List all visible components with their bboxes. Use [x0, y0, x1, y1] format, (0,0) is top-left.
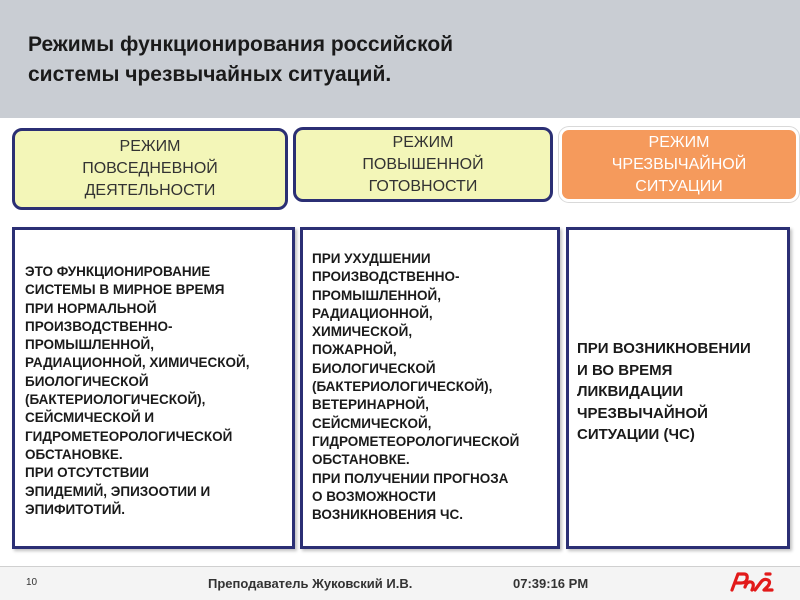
mode-label-line: ГОТОВНОСТИ [368, 177, 478, 195]
description-line: ОБСТАНОВКЕ. [25, 446, 123, 462]
description-line: ПРОМЫШЛЕННОЙ, [312, 287, 441, 303]
description-line: ЭТО ФУНКЦИОНИРОВАНИЕ [25, 264, 211, 279]
description-line: И ВО ВРЕМЯ [577, 361, 673, 379]
mode-label-line: РЕЖИМ [392, 133, 454, 151]
description-line: СИТУАЦИИ (ЧС) [577, 426, 695, 443]
description-line: ХИМИЧЕСКОЙ, [312, 324, 413, 340]
timestamp: 07:39:16 PM [513, 576, 589, 591]
description-line: ПРИ УХУДШЕНИИ [312, 251, 431, 266]
mode-label-line: СИТУАЦИИ [635, 177, 723, 195]
description-line: О ВОЗМОЖНОСТИ [312, 488, 437, 504]
description-line: ПРОИЗВОДСТВЕННО- [25, 318, 173, 334]
description-text [577, 338, 787, 446]
description-box-high-alert [300, 227, 560, 549]
description-line: ПРОМЫШЛЕННОЙ, [25, 337, 154, 353]
description-line: ПРИ ВОЗНИКНОВЕНИИ [577, 340, 751, 357]
rzd-logo-icon [728, 570, 774, 594]
mode-label-line: ДЕЯТЕЛЬНОСТИ [84, 182, 216, 199]
description-box-emergency [566, 227, 790, 549]
title-line-1: Режимы функционирования российской [28, 33, 454, 56]
mode-box-emergency [559, 127, 799, 202]
description-line: ЧРЕЗВЫЧАЙНОЙ [577, 404, 708, 422]
description-text [25, 263, 293, 519]
description-line: ПРИ ПОЛУЧЕНИИ ПРОГНОЗА [312, 470, 509, 486]
description-line: ПРИ ОТСУТСТВИИ [25, 465, 149, 481]
header-band [0, 0, 800, 118]
mode-label-line: ПОВСЕДНЕВНОЙ [82, 160, 218, 177]
description-line: ОБСТАНОВКЕ. [312, 452, 410, 468]
description-line: (БАКТЕРИОЛОГИЧЕСКОЙ), [25, 392, 206, 408]
title-line-2: системы чрезвычайных ситуаций. [28, 63, 392, 86]
description-line: ЭПИФИТОТИЙ. [25, 501, 126, 517]
description-line: ПРОИЗВОДСТВЕННО- [312, 269, 460, 285]
description-line: (БАКТЕРИОЛОГИЧЕСКОЙ), [312, 379, 493, 395]
page-number: 10 [26, 577, 38, 588]
description-line: ЭПИДЕМИЙ, ЭПИЗООТИИ И [25, 483, 211, 499]
description-line: ЛИКВИДАЦИИ [577, 383, 684, 400]
description-line: СЕЙСМИЧЕСКОЙ, [312, 415, 432, 431]
mode-label-line: РЕЖИМ [648, 133, 710, 151]
description-line: ВЕТЕРИНАРНОЙ, [312, 397, 429, 413]
teacher-name: Преподаватель Жуковский И.В. [208, 576, 413, 591]
description-line: ВОЗНИКНОВЕНИЯ ЧС. [312, 507, 463, 523]
description-line: СИСТЕМЫ В МИРНОЕ ВРЕМЯ [25, 282, 225, 298]
mode-label-line: РЕЖИМ [119, 138, 181, 155]
description-line: БИОЛОГИЧЕСКОЙ [25, 373, 149, 389]
description-text [312, 250, 558, 524]
description-line: ГИДРОМЕТЕОРОЛОГИЧЕСКОЙ [312, 433, 520, 449]
description-line: РАДИАЦИОННОЙ, ХИМИЧЕСКОЙ, [25, 355, 250, 371]
description-line: СЕЙСМИЧЕСКОЙ И [25, 410, 155, 426]
mode-box-high-alert [293, 127, 553, 202]
description-box-everyday [12, 227, 295, 549]
description-line: ГИДРОМЕТЕОРОЛОГИЧЕСКОЙ [25, 428, 233, 444]
description-line: БИОЛОГИЧЕСКОЙ [312, 360, 436, 376]
mode-box-everyday [12, 128, 288, 210]
description-line: ПРИ НОРМАЛЬНОЙ [25, 300, 157, 316]
slide-title [28, 30, 588, 90]
mode-label-line: ПОВЫШЕННОЙ [362, 155, 484, 173]
description-line: ПОЖАРНОЙ, [312, 342, 397, 358]
description-line: РАДИАЦИОННОЙ, [312, 305, 433, 321]
mode-label-line: ЧРЕЗВЫЧАЙНОЙ [611, 155, 747, 173]
